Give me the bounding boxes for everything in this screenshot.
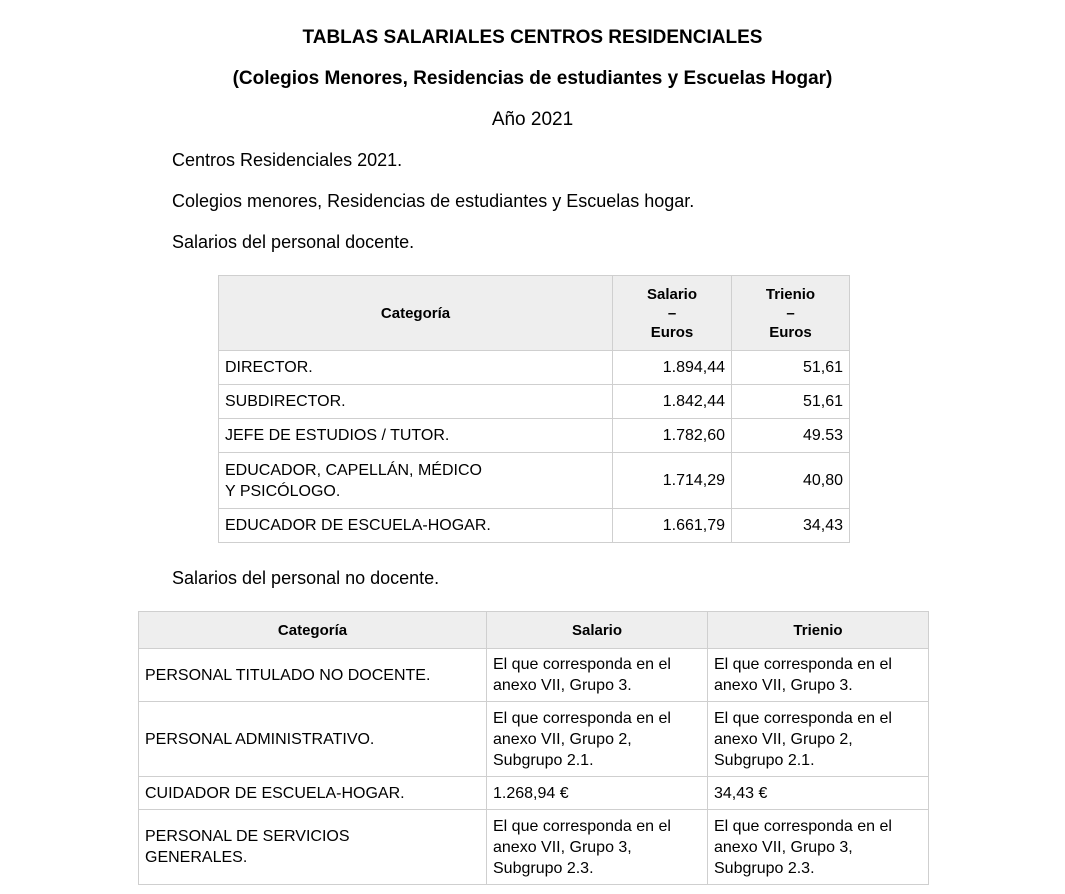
table-row [139,649,929,702]
cell-line: anexo VII, Grupo 3, [493,838,632,856]
cell-categoria [139,810,487,885]
no-docente-salary-table [138,611,929,885]
cell-salario [487,702,708,777]
cell-categoria: EDUCADOR DE ESCUELA-HOGAR. [219,509,613,543]
header-salario [613,276,732,351]
cell-trienio: 40,80 [732,453,850,509]
header-salario-unit: Euros [650,323,694,341]
header-trienio-dash: – [786,304,795,322]
cell-trienio: 51,61 [732,351,850,385]
header-salario-dash: – [667,304,677,322]
header-trienio-unit: Euros [769,323,812,341]
paragraph-docente-heading: Salarios del personal docente. [172,232,415,252]
docente-salary-table [218,275,850,543]
cell-line: El que corresponda en el [493,656,671,673]
cell-line: GENERALES. [145,849,248,866]
cell-line: anexo VII, Grupo 2, [714,730,853,748]
cell-salario: 1.714,29 [613,453,732,509]
cell-trienio: 51,61 [732,385,850,419]
cell-categoria: JEFE DE ESTUDIOS / TUTOR. [219,419,613,453]
cell-categoria: CUIDADOR DE ESCUELA-HOGAR. [139,777,487,810]
header-trienio-label: Trienio [765,285,816,303]
cell-salario: 1.894,44 [613,351,732,385]
cell-line: Subgrupo 2.3. [493,859,594,877]
cell-categoria: PERSONAL ADMINISTRATIVO. [139,702,487,777]
document-year: Año 2021 [491,109,574,130]
cell-salario [487,649,708,702]
cell-trienio [708,649,929,702]
cell-line: anexo VII, Grupo 3. [493,677,632,694]
header-trienio [732,276,850,351]
document-subtitle: (Colegios Menores, Residencias de estudiantes y Escuelas Hogar) [232,68,833,89]
table-row [139,777,929,810]
cell-salario [487,810,708,885]
cell-categoria: DIRECTOR. [219,351,613,385]
cell-categoria: PERSONAL TITULADO NO DOCENTE. [139,649,487,702]
cell-categoria-line1: EDUCADOR, CAPELLÁN, MÉDICO [225,461,482,479]
cell-categoria [219,453,613,509]
cell-line: Subgrupo 2.1. [714,751,815,769]
header-salario-label: Salario [646,285,698,303]
table-row [139,810,929,885]
cell-line: anexo VII, Grupo 3. [714,677,853,694]
paragraph-centros: Centros Residenciales 2021. [172,150,403,170]
cell-categoria-line2: Y PSICÓLOGO. [225,482,341,500]
table-row [139,702,929,777]
table-row [219,419,850,453]
cell-line: El que corresponda en el [714,656,892,673]
table-row [219,509,850,543]
cell-salario: 1.842,44 [613,385,732,419]
cell-trienio: 34,43 € [708,777,929,810]
cell-line: El que corresponda en el [714,817,892,835]
cell-line: anexo VII, Grupo 3, [714,838,853,856]
cell-line: Subgrupo 2.1. [493,751,594,769]
cell-categoria: SUBDIRECTOR. [219,385,613,419]
cell-salario: 1.661,79 [613,509,732,543]
paragraph-no-docente-heading: Salarios del personal no docente. [172,568,440,588]
cell-trienio: 49.53 [732,419,850,453]
table-row [219,453,850,509]
table-row [219,385,850,419]
table-row [219,351,850,385]
cell-line: anexo VII, Grupo 2, [493,730,632,748]
cell-trienio [708,810,929,885]
table-header-row [219,276,850,351]
cell-salario: 1.782,60 [613,419,732,453]
paragraph-colegios: Colegios menores, Residencias de estudiantes y Escuelas hogar. [172,191,695,211]
cell-line: PERSONAL DE SERVICIOS [145,828,350,845]
cell-line: Subgrupo 2.3. [714,859,815,877]
header-categoria: Categoría [139,612,487,649]
header-categoria: Categoría [219,276,613,351]
document-title: TABLAS SALARIALES CENTROS RESIDENCIALES [302,27,763,48]
header-salario: Salario [487,612,708,649]
table-header-row [139,612,929,649]
cell-trienio [708,702,929,777]
header-trienio: Trienio [708,612,929,649]
cell-salario: 1.268,94 € [487,777,708,810]
cell-line: El que corresponda en el [493,817,671,835]
cell-line: El que corresponda en el [714,709,892,727]
cell-line: El que corresponda en el [493,709,671,727]
cell-trienio: 34,43 [732,509,850,543]
